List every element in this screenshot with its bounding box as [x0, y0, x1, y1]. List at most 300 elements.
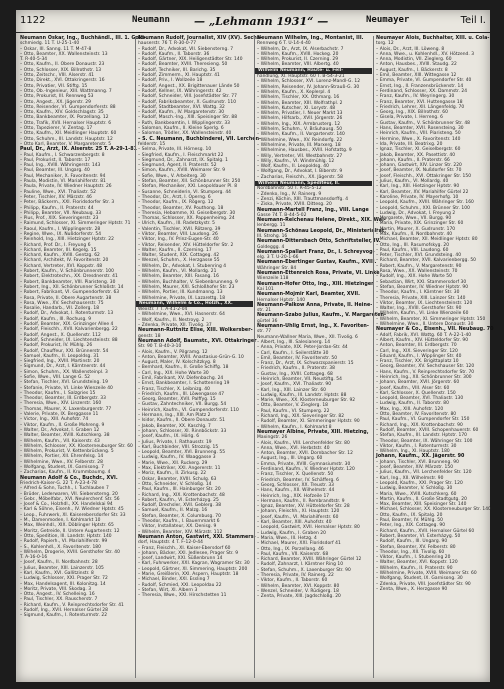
directory-entry: – Rosa, Wwe., XV. Sechshauserstr. 75	[20, 300, 104, 306]
directory-entry: – Karl, Ing., XIII. Lainzer Str. 60	[257, 387, 327, 393]
directory-entry: – Valerie, Private, IX. Berggasse 11	[20, 412, 99, 418]
directory-entry: – Otto, Kaufm., II. Obere Donaustr. 23	[20, 62, 105, 68]
directory-entry: – Walter, Ing., XVIII. Gersthofer Str. 90	[376, 306, 462, 312]
directory-entry: – Otto, Ing., III. Rasumofskyg. 20	[376, 242, 450, 248]
directory-entry: – Otto, Schlosser, XIX. Billrothstr. 13	[20, 67, 102, 73]
directory-entry: – Stefan, Mechaniker, XXI. Leopoldauer Pl. 8	[138, 184, 238, 190]
directory-entry: – Rudolf, Kaufm., III. Rochusg. 9	[20, 316, 92, 322]
directory-entry: – Pauline, Wwe., XVI. Thaliastr. 52	[20, 189, 96, 195]
directory-entry: – Peter, Ing., XIX. Cottageg. 90	[376, 523, 446, 529]
directory-entry: – Otto, Zeitschr., VIII. Alserstr. 41	[20, 73, 95, 79]
directory-entry: Nordbahnstr. 50 T. R-45-5-12	[257, 186, 322, 192]
directory-entry: – Heinrich, Beamter, VII. Neustiftg. 54	[257, 377, 342, 382]
directory-entry: – Otto, Tapezierer, V. Zentag. 17	[20, 126, 93, 132]
directory-entry: – Otto, Trafik, XVII. Hernalser Hauptstr. 6	[20, 120, 112, 126]
directory-entry: – Rudolf, Schneider, VIII. Josefstädter Str. 77	[138, 94, 237, 100]
directory-entry: – Stefan, Beamter, X. Columbusg. 70	[138, 513, 221, 519]
directory-entry: – Karl, Beamter, XV. Mariahilfer Gürtel 22	[376, 189, 469, 195]
directory-entry: – Thomas, Schlosser, XX. Pappenheimg. 24	[138, 216, 235, 222]
directory-entry: – Ferdinand, Kaufm., V. Wiedner Hptstr. 120	[257, 467, 355, 473]
directory-entry: – Jakob, Beamter, XX. Kaschlg. 7	[138, 423, 211, 429]
directory-entry: – Rudolf, Beamter, XVIII. Theresieng. 50	[138, 62, 228, 68]
directory-entry: – Franz, Dr., Arzt, IX. Schwarzspanierstr. 15	[257, 361, 354, 367]
headword-right: Neumayer	[366, 15, 410, 25]
directory-entry: Neumann-Palkow Anna, Private, II. Heine-	[257, 302, 373, 308]
directory-entry: – Johann, Schlosser, XI. Rinnböckstr. 33	[138, 428, 227, 434]
directory-entry: str. 21	[257, 308, 272, 314]
directory-entry: – Anna, Private, XIX. Peter-Jordan-Str. 44	[257, 345, 348, 351]
directory-entry: Gasse 74 T. B-44-5-02	[257, 212, 307, 218]
directory-entry: – Ludwig, Kaufm., II. Taborstr. 80	[376, 401, 449, 407]
directory-entry: – Rudolf, Chauffeur, XXI. Brünnerstr. 54	[20, 348, 109, 354]
directory-entry: – Paul, Tischler, XX. Rauscherstr. 7	[20, 597, 98, 603]
directory-entry: – Theodor, Beamter, IX. Währinger Str. 100	[376, 438, 473, 444]
directory-entry: – Franz, Beamter, XVI. Huttengasse 18	[376, 99, 463, 105]
directory-entry: – Leopold, Kaufm., XXI. Prager Str. 120	[376, 480, 463, 486]
directory-entry: – Wilhelm, Buchhalter, V. Siebenbrunneng. 9	[138, 279, 238, 285]
directory-entry: – Josef, Landwirt, XXI. Süßenbrunn 14	[138, 556, 223, 562]
directory-entry: – Wilhelm, Privatier, I. Neuer Markt 13	[257, 111, 343, 117]
directory-entry: – Wilhelm, Prokurist, II. Czerning. 29	[257, 57, 339, 63]
page-header	[16, 10, 490, 33]
directory-entry: – Viktor, Ing., IV. Prinz-Eugen-Str. 40	[138, 237, 219, 243]
directory-entry: – Julius, Private, I. Rathausstr. 19	[138, 439, 212, 445]
directory-entry: – Richard, Beamter, XVIII. Währinger Gürtel 12	[257, 557, 362, 563]
directory-entry: – Otto, Ing., IX. Porzellang. 46	[257, 546, 324, 552]
directory-entry: – Paul, Kaufm., VIII. Laudong. 60	[376, 247, 449, 253]
directory-entry: – Walter, Beamter, XVI. Koppstr. 120	[376, 560, 458, 566]
directory-entry: – Wilhelm, Beamter, XI. Simmeringer Hptstr. 150	[376, 316, 486, 322]
directory-entry: – Ernst, Ing., II. Franzensbrückenstr. 14	[376, 83, 464, 89]
directory-entry: – Otto, Beamter, XX. Wallensteinstr. 13	[20, 51, 108, 57]
directory-entry: – Stefan, Wirt, XI. Albern 3	[138, 587, 198, 593]
directory-entry: – Maria, Wwe., XVIII. Kutschkerg. 60	[376, 491, 457, 497]
directory-entry: – Rudolf, Angest., X. Quellenstr. 112	[20, 332, 101, 338]
directory-entry: – Otto, Ob.-Ingenieur, XIII. Wattmanng. 7	[20, 88, 112, 94]
directory-entry: – Rudolf, Papierh., VI. Mariahilferstr. 99	[20, 539, 108, 545]
directory-entry: – Otto, Angest., IV. Schelleing. 16	[20, 592, 95, 598]
directory-entry: – Emil, Fabrikant, XV. Diefenbachg. 24	[138, 376, 224, 381]
column-2	[135, 36, 262, 678]
directory-entry: – Max, Kaufm., II. Nordbahnstr. 40	[376, 231, 453, 237]
directory-entry: – Wilhelmine, Private, IX. Lazarettg. 18	[138, 295, 226, 301]
directory-entry: – Rudolf, Angest., XX. Brigittenauer Lände 50	[138, 83, 240, 89]
directory-entry: dorf, Hauptstr. 4 T. F-12-0-44	[138, 540, 203, 546]
directory-entry: Neumann Wilhelm, Ing., Montanist, III.	[257, 36, 364, 41]
directory-entry: – Karl, Kaufm., XVI. Gallitzinstr. 8	[20, 570, 94, 576]
directory-entry: – Philipp, Beamter, VII. Neubaug. 33	[20, 210, 102, 216]
directory-entry: – Robert, Fabrikant, VI. Gumpendorferstr. 63	[20, 290, 120, 296]
directory-entry: – Theresia, Wwe., XXI. Hirschstetten 11	[138, 593, 227, 599]
directory-entry: – Emil, Beamter, IV. Favoritenstr. 50	[257, 355, 338, 361]
directory-entry: Maxingstr. 26	[257, 435, 288, 441]
directory-entry: – Ferdinand, Schlosser, XX. Dammstr. 24	[376, 88, 468, 94]
directory-entry: – Ignaz, Tischler, XI. Geiselbergstr. 60	[376, 147, 461, 153]
directory-entry: – Friedrich, Kaufm., II. Praterstr. 38	[257, 366, 335, 372]
directory-entry: – Theresia, Hebamme, XI. Geiselbergstr. 30	[138, 210, 236, 216]
directory-entry: – Zenta, Wwe., X. Herzgasse 90	[376, 586, 448, 592]
directory-entry: – Josef, Kaufm., VIII. Alser Str. 60	[376, 385, 450, 391]
column-1	[18, 36, 146, 678]
directory-entry: – Hans, Kaufm., XII. Wilhelmstr. 44	[257, 488, 335, 494]
directory-entry: – Theodor, Kaufm., I. Bauernmarkt 6	[138, 519, 220, 525]
directory-entry: – Wilhelm, Schlosser, XVI. Lorenz-Mandl-G. 12	[257, 79, 361, 85]
directory-entry: – Rudolf, Zimmerm., XI. Hauptstr. 41	[138, 73, 220, 79]
directory-entry: – Philipp, Kaufm., II. Praterstr. 44	[20, 205, 94, 211]
directory-entry: – Michael, Binder, XXI. Essling 7	[138, 577, 210, 583]
directory-entry: – Raoul, Kaufm., I. Wipplingerstr. 28	[20, 226, 101, 232]
directory-entry: – Alois, Dr., Arzt, III. Löweng. 8	[376, 46, 445, 52]
directory-entry: – Otto, Bankbeamter, IX. Porzellang. 12	[20, 115, 109, 121]
directory-entry: – Wolfgang, Student, IX. Garnisong. 7	[20, 465, 104, 471]
directory-entry: – Viktor, Reisender, XIV. Hütteldorfer Str. 2	[138, 242, 234, 248]
directory-entry: – Otto, Privatier, VII. Stiftg. 15	[20, 83, 88, 89]
directory-entry: – Stefan, Tischler, XVI. Grundsteing. 19	[20, 380, 108, 386]
directory-entry: – Marie, Wwe., XX. Klosterneuburger Str. 92	[257, 398, 356, 404]
directory-entry: – Paula, Modistin, VI. Mariahilferstr. 81	[20, 179, 106, 185]
directory-entry: – Wilhelm, Maurer, XXI. Schloßhofer Str. 23	[138, 284, 235, 290]
directory-entry: – Martin, Maurer, X. Gudrunstr. 170	[376, 226, 456, 232]
directory-entry: – Leopold, Schuhm., XXI. Brünner Str. 100	[376, 205, 470, 211]
directory-entry: – Selma, Private, III. Hörnesg. 10	[138, 147, 212, 153]
directory-entry: – Hans, Kaufm., V. Reinprechtsdorfer Str. 70	[376, 369, 475, 375]
directory-entry: – Martin, Kaufm., II. Große Stadtgutg. 20	[376, 496, 467, 502]
directory-entry: – Richard, Kaufm., XVII. Hernalser Gürtel 60	[376, 528, 475, 534]
directory-entry: Kai 101	[257, 286, 274, 292]
directory-entry: – Richard, Ing., XIX. Krottenbachstr. 90	[376, 422, 463, 428]
directory-entry: – Rudolf, Fabriksbeamter, X. Gudrunstr. 110	[138, 99, 237, 105]
directory-entry: – Rosalie, Handarb., VII. Zollerg. 18	[20, 306, 100, 312]
directory-entry: Neumann-Schönau Leopold, Dr., Ministerialrat,	[257, 228, 387, 234]
directory-entry: – Viktor, Beamter, VIII. Laudong. 26	[138, 231, 218, 237]
page-number: 1122	[20, 15, 46, 26]
directory-entry: – Wilhelm, Beamter, VIII. Albertg. 40	[257, 62, 339, 68]
directory-entry: – Siegmund, Dr., Zahnarzt, IX. Spitalg. 1	[138, 157, 228, 163]
directory-entry: – Stefan, Beamter, XII. Schönbrunner Str. 250	[138, 179, 241, 185]
directory-entry: – Wilhelm, Ing., XIX. Armbrusterg. 12	[257, 121, 341, 127]
directory-entry: – Stefan, Kaufm., III. Landstr. Hptstr. 170	[376, 433, 468, 439]
directory-entry: – Albert, Kaufm., XIV. Hütteldorfer Str. 90	[376, 337, 469, 343]
directory-entry: – Sigmund, Kaufm., I. Rotenturmstr. 22	[20, 613, 108, 619]
directory-entry: – Zdenko, Ing., IV. Rainerg. 9	[257, 191, 322, 197]
directory-entry: – Sigmund, Dr., Arzt, I. Kärntnerstr. 44	[20, 364, 106, 370]
directory-entry: – Theodor, Beamter, III. Erdbergstr. 33	[20, 396, 106, 402]
directory-entry: hauserstr. 76 T. R-30-0-77	[138, 41, 197, 47]
directory-entry: – Ludwig, Kaufm., I. Graben 20	[257, 530, 326, 536]
directory-entry: – Richard, Ing., XIX. Sieveringer Str. 82	[257, 414, 345, 420]
directory-entry: – Paul, Prokurist, II. Taborstr. 17	[20, 157, 91, 163]
directory-entry: – Otto, Beamter, IV. Favoritenstr. 80	[376, 412, 457, 418]
directory-entry: – Theodor, Ing., XII. Tivolig. 60	[376, 549, 445, 555]
directory-entry: – Oskar, Beamter, XVIII. Schulg. 63	[138, 476, 217, 482]
directory-entry: – Victor, Ing., XIII. Auhofstr. 74	[20, 417, 89, 423]
directory-entry: – Otto, Kaufm., IX. Spitalg. 20	[376, 512, 443, 518]
directory-entry: – Julius, Kaufm., VI. Mollardg. 40	[376, 179, 449, 185]
directory-entry: – Emma, Private, VI. Gumpendorfer Str. 40	[376, 78, 472, 84]
directory-entry: Neumann-Uhlig Ernst, Ing., X. Favoriten-	[257, 324, 369, 330]
directory-entry: – Leopold, Beamter, XVI. Brunneng. 55	[138, 450, 226, 456]
directory-entry: – Ignaz, Beamter, XV. Hütteldorfer Str. 28	[257, 504, 350, 510]
directory-entry: – Pius, Prof., XIX. Sieveringerstr. 23	[20, 216, 99, 222]
directory-entry: – Simon, Schuhm., XX. Wallensteinpl. 3	[20, 369, 108, 375]
directory-entry: – Karl, Ing., XIII. Hietzinger Hptstr. 90	[376, 184, 460, 190]
directory-entry: – Emil, Beamter, XIII. Wittegasse 12	[376, 73, 457, 79]
directory-entry: – Josef, Fleischh., XVI. Ottakringer Str. 150	[376, 173, 472, 179]
directory-entry: – Anna, Wwe., XVI. Herbststr. 40	[257, 445, 330, 451]
directory-entry: – Viktor, Kaufm., I. Stubenring 20	[376, 555, 451, 561]
directory-entry: – Moritz, Getreide, II. Untere Augartenstr. 12	[20, 528, 120, 534]
directory-entry: – Wenzel, Schneider, V. Rüdigerg. 18	[257, 588, 339, 594]
directory-entry: – Karl & Söhne, Eisenh., IV. Wiedner Hptstr. 45	[20, 507, 124, 513]
directory-entry: – Rudolf, Ing., XVII. Hernalser Gürtel 28	[20, 608, 108, 614]
directory-entry: – Karl, Fuhrwerker, XXI. Kagran, Wagramer Str. 30	[138, 561, 250, 567]
directory-entry: – Robert, Kaufm., V. Margaretenstr. 90	[376, 263, 462, 269]
directory-entry: Neumann Adolf & Co., Buchdr., XVI.	[20, 475, 118, 481]
directory-entry: – Leopold, Gastwirt, XVII. Hernalser Hptstr. 80	[257, 525, 360, 531]
directory-entry: – Paul, Beamter, III. Ungarg. 40	[20, 168, 90, 174]
directory-entry: – Josef, Kaufm., II. Nordbahnstr. 28	[20, 560, 98, 566]
directory-entry: Neumayer & Co., Eisenh., VII. Neubaug. 70	[376, 327, 494, 333]
directory-entry: – Rudolf, Masch.-Ing., XIII. Speisinger Str. 88	[138, 115, 238, 121]
directory-entry: – Walter, Kaufm., II. Czerning. 17	[138, 247, 212, 253]
directory-entry: – Wilhelm, Kaufm., VI. Mollardg. 21	[138, 269, 217, 275]
part-label: Teil I.	[460, 15, 486, 26]
directory-entry: – Paul, Kaufm., VII. Kaiserstr. 68	[257, 551, 329, 557]
directory-entry: – Wilhelm, Portier, III. Kundmanng. 13	[138, 290, 223, 296]
directory-entry: – Eduard, Kaufm., I. Wipplinger Str. 40	[376, 353, 462, 359]
directory-entry: – Peter, Tischler, XVI. Grundsteing. 40	[376, 253, 462, 259]
directory-entry: – Georg, Ing., XIX. Billrothstr. 60	[376, 110, 448, 116]
directory-entry: Neumann-Dittersbach Otto, Schriftsteller, IV.	[257, 239, 381, 245]
directory-entry: – Georg, Schlosser, XX. Treustr. 33	[257, 482, 335, 488]
directory-entry: – Franz, Tischler, X. Leibnizg. 40	[138, 386, 210, 392]
directory-entry: – Ruth, Bankbeamtin, I. Wipplingerstr. 33	[138, 120, 231, 126]
directory-entry: – Franz, Tischler, X. Quellenstr. 50	[257, 472, 334, 478]
directory-entry: – Viktor, Kaufm., II. Große Mohreng. 9	[20, 422, 105, 428]
directory-entry: – Franz, Tischler, XX. Brigittaplatz 10	[376, 359, 459, 365]
directory-entry: Neumann-Ruttnitz Elise, XIII. Wolkersber-	[138, 328, 253, 334]
directory-entry: – Rudolf, Schmied, XXI. Leopoldau 22	[138, 582, 222, 588]
directory-entry: – Georg, Beamter, XVII. Palffyg. 15	[138, 397, 216, 403]
directory-entry: – Otto, Kaufm., XIV. Goldschlagstr. 35	[20, 110, 104, 116]
directory-entry: – Rosa, Private, II. Obere Augartenstr. 38	[20, 295, 112, 301]
directory-entry: – Georg, Beamter, XV. Sechshauser Str. 120	[376, 364, 475, 370]
directory-entry: – Hermann, Ing., XIII. Am Platz 2	[138, 413, 211, 419]
directory-entry: – Otto, Beamter, V. Zieglerg. 18	[257, 403, 329, 409]
directory-entry: – Rudolf, Techniker, III. Barichg. 35	[138, 67, 216, 73]
directory-entry: Neumann-Mojmir Karl, Beamter, XVII.	[257, 292, 360, 298]
directory-entry: – Richard, Architekt, IV. Favoritenstr. 20	[20, 258, 109, 264]
directory-entry: – Richard, Beamter, III. Kegelg. 15	[20, 247, 97, 253]
directory-entry: – Alois, Kaufm., V. Pilgramg. 12	[138, 349, 208, 355]
directory-entry: – Zdenka, Private, XII. Tivolig. 37	[138, 323, 212, 329]
directory-entry: – Zacharias, Kaufm., II. Krummbaumg. 4	[20, 470, 111, 476]
directory-entry: – Paul, Kaufm., I. Schwarzenbergstr. 8	[20, 152, 105, 158]
directory-entry: – Franz, Fleischh., XI. Kaiser-Ebersdorf 60	[138, 545, 231, 551]
directory-entry: – Wilhelm, Kaufm., X. Keplerpl. 4	[257, 89, 331, 95]
directory-entry: – Ernst, Bankbeamter, I. Schottenring 19	[138, 381, 230, 387]
directory-entry: – Robert, Kaufm., V. Schönbrunnerstr. 100	[20, 269, 114, 275]
directory-entry: – Ludwig, Beamter, V. Schloßg. 30	[376, 486, 453, 492]
directory-entry: Paul, Dr., Arzt, IX. Alserstr. 25 T. A-29-1-81	[20, 147, 137, 153]
directory-entry: – M., Damenmoden, I. Kohlmarkt 10	[20, 518, 101, 524]
directory-entry: – Leopold, Kaufm., XVIII. Währinger Str. 160	[376, 200, 474, 206]
directory-entry: – Julius, Kaufm., VII. Lerchenfelder Str. 120	[376, 470, 472, 476]
directory-entry: – Viktor, Beamter, IX. Liechtensteinstr. 120	[376, 300, 473, 306]
directory-entry: – Wilhelm, Beamter, XVI. Koppstr. 80	[257, 583, 340, 589]
directory-entry: – Wolfgang, Student, IX. Garnisong. 30	[376, 576, 463, 582]
directory-entry: – Sofie, Wwe., V. Arbeiterg. 30	[138, 173, 206, 179]
directory-entry: Neumann-Wallner Maria, Wwe., XII. Tivolig. 6	[257, 334, 358, 340]
directory-entry: – Thomas, Maurer, X. Laxenburgerstr. 77	[20, 406, 112, 412]
directory-entry: Wilhelm Neumann, Spediteur, II.	[255, 181, 372, 186]
directory-entry: – Karoline, Private, IV. Mayerhofg. 10	[376, 194, 459, 200]
directory-entry: – Josef, Kaufm., XVI. Thaliastr. 90	[257, 382, 332, 388]
directory-entry: – Max, Weinhdl., XIX. Döblinger Hptstr. 65	[20, 523, 114, 529]
directory-entry: Goldeggg. 4	[257, 244, 285, 250]
directory-entry: – Wilhelm, Hilfsarb., XVII. Jörgerstr. 26	[257, 116, 343, 122]
directory-entry: – Wilhelm, Portier, XII. Ehrenfelsg. 14	[20, 454, 104, 460]
directory-entry: – Paul, Kaufm., VI. Stumperg. 22	[257, 408, 330, 414]
directory-entry: – Peter, Tischler, XV. Märzstr. 46	[20, 194, 92, 200]
directory-entry: – Heinrich, Kaufm., VIII. Piaristeng. 50	[376, 131, 461, 137]
directory-entry: – Johann, Kaufm., II. Praterstr. 66	[376, 157, 450, 163]
directory-entry: – Max, Beamter, XIII. Speisinger Str. 140	[376, 502, 467, 508]
directory-entry: – Theresia, Wwe., XIV. Linzerstr. 160	[20, 401, 102, 407]
directory-entry: – Wilhelm, Kaufm., II. Praterstr. 90	[376, 565, 453, 571]
directory-entry: – Karl, Schlosser, X. Quellenstr. 150	[376, 390, 456, 396]
directory-entry: – Wilhelmine, Private, XVIII. Weimarer Str. 60	[376, 570, 477, 576]
directory-entry: – Paul, Ing., XVIII. Währingerstr. 143	[20, 163, 101, 169]
directory-entry: – Rudolf, Zahnarzt, I. Kärntner Ring 10	[257, 562, 344, 568]
directory-entry: – Wilhelm, Dr., Arzt, IX. Alserbachstr. 7	[257, 46, 344, 52]
directory-entry: – Rudolf, Stadtbeamter, XVI. Wattg. 32	[138, 104, 225, 110]
directory-entry: – Reinhold, Ing., XIII. Hietzinger Hptstr. 22	[20, 237, 114, 243]
directory-entry: – Heinrich, Kaufm., VI. Gumpendorferstr. 110	[138, 407, 239, 413]
directory-entry: – Rudolf, Kaufm., III. Ungarg. 90	[376, 539, 448, 545]
directory-entry: – Rudolf, Kellner, IX. Währingerstr. 42	[138, 88, 222, 94]
directory-entry: – Sebastian, Wirt, XXI. Stammersdorf 30	[376, 279, 467, 285]
directory-entry: – Rudolf, Drechsler, XVII. Geblerg. 38	[138, 503, 222, 509]
directory-entry: – Siegfried, Ing., XVIII. Martinstr. 20	[20, 359, 100, 365]
directory-entry: – Stefan, Schuhm., X. Laxenburger Str. 90	[257, 567, 351, 573]
directory-entry: – Gebr., Möbelfabr., XVI. Neulerchenf. Str. 56	[20, 496, 120, 502]
directory-entry: – Peter, Bäckerm., XXI. Floridsdorfer Str. 3	[20, 200, 115, 206]
directory-entry: – Theodor, Dr., Arzt, I. Operng. 6	[138, 194, 211, 200]
directory-entry: – Rudolf, Beamter, XI. Simmeringer Hptstr. 90	[257, 419, 360, 425]
directory-entry: – Robert, Beamter, VI. Esterházyg. 50	[376, 533, 461, 539]
directory-entry: – Adolf, Fabrik, XVI. Wattg. 60 T. A-22-1-40	[376, 332, 472, 338]
directory-entry: – Oskar, III. Sanng. 11 T. M-47-8	[20, 46, 92, 52]
directory-entry: – Valentin, Tischler, XVII. Rötzerg. 39	[138, 226, 221, 232]
directory-entry: – S. C. Neumann, Buchbinderei, VII. Lerchen-	[138, 136, 262, 142]
directory-entry: – Rudolf, Ing., XIX. Hohe Warte 50	[376, 274, 452, 280]
directory-entry: – Hans, Beamter, XVII. Rosensteing. 30	[376, 126, 464, 132]
directory-entry: – Johann, Bäcker, XXI. Jedlesee, Prager Str. 9	[138, 550, 239, 556]
directory-entry: – Maria, Private, XIX. Grinzinger Str. 60	[376, 221, 464, 227]
directory-entry: – Wilhelm, Kaufm., VI. Linke Wienzeile 60	[376, 311, 469, 317]
directory-entry: – Viktor, Installateur, XX. Denisg. 9	[138, 524, 217, 530]
directory-entry: – Samuel, Kaufm., II. Leopoldsg. 31	[20, 353, 99, 359]
directory-entry: felderstr. 15	[138, 141, 166, 147]
headword-left: Neumann	[132, 15, 170, 25]
directory-entry: – Leopold, Beamter, XVI. Thaliastr. 130	[376, 396, 464, 402]
directory-entry: – Rudolf, Kaufm., II. Taborstr. 36	[138, 51, 210, 57]
directory-entry: – August, Ing., III. Ungarg. 60	[257, 456, 323, 462]
directory-entry: Neumann Anton, Gastwirt, XXI. Stammers-	[138, 534, 256, 540]
directory-entry: – Hermine, Wwe., X. Favoritenstr. 140	[376, 136, 461, 142]
directory-entry: – Robert, Ing., XII. Schönbrunner Schloßstr. 14	[20, 284, 124, 290]
directory-entry: Wilhelm Neumann, Häute- u. Fell-	[255, 68, 372, 73]
directory-entry: – Otto, Spedition, III. Landstr. Hptstr. 140	[20, 533, 112, 539]
directory-entry: – Leop., Fuhrwerk, XI. Kaiserebersdorfer Str. 33	[20, 512, 126, 518]
directory-entry: Neumann-Martell Franz, Ing., VIII. Lange	[257, 207, 369, 213]
directory-entry: Johann, Kaufm., XX. Jägerstr. 90	[376, 454, 465, 460]
directory-entry: – Wilhelm, Reisender, IV. Johann-Strauß-G. 30	[257, 84, 360, 90]
directory-entry: – Robert, Kaufm., VI. Esterházyg. 25	[138, 497, 219, 503]
directory-entry: – Bernhard, Kaufm., II. Große Schiffg. 18	[138, 365, 229, 371]
directory-entry: Neumann-Ebertinger Gustav, Kaufm., XVIII.	[257, 260, 377, 266]
directory-entry: Neumann Rudolf, Journalist, XIV (XV). Sechs-	[138, 36, 262, 41]
directory-entry: – Regine, Wwe., IX. Nußdorferstr. 54	[20, 231, 102, 237]
directory-entry: – S., Kohlenhdl., X. Favoritenstr. 180	[20, 544, 101, 550]
directory-entry: – Zenzi, Köchin, XIII. Trauttmansdorffg. 4	[257, 196, 349, 202]
directory-entry: III. Strohg. 16	[257, 233, 288, 239]
directory-entry: Friedrich-Kaiser-G. 22 T. A-23-4-78	[20, 480, 97, 486]
directory-entry: – Wilhelm, Kaufm., VII. Kaiserstr. 43	[20, 438, 100, 444]
directory-entry: T. R-40-5-34	[20, 57, 48, 63]
directory-entry: – Anton, Beamter, XVII. Dornbacher Str. 12	[257, 451, 353, 457]
directory-entry: str. 77	[257, 329, 272, 335]
directory-entry: – Zenta, Private, XIII. Jagdschloßg. 20	[257, 594, 341, 600]
directory-entry: – Rudolf, Priv., I. Wollzeile 18	[138, 78, 203, 84]
directory-entry: – Paul, Beamter, IV. Mühlg. 50	[376, 518, 443, 524]
directory-entry: – Friedrich, Beamter, IV. Schäfferg. 6	[257, 477, 340, 483]
directory-entry: – Maria, Wwe., III. Hetzg. 4	[257, 535, 317, 541]
directory-entry: – Max, Handelsagent, III. Kolonitzg. 14	[20, 581, 106, 587]
column-4	[373, 36, 494, 678]
directory-entry: gürtel 36	[257, 318, 278, 324]
directory-entry: – Otto, Kaufm., XII. Meidlinger Hauptstr. 60	[20, 131, 117, 137]
directory-entry: – Josef, Kaufm., IX. Hörlg. 6	[138, 434, 200, 440]
directory-entry: – Carl, Ing., XIX. Sieveringer Str. 120	[376, 348, 458, 354]
directory-entry: – Ziska, Private, XVIII. Dittesg. 20	[257, 202, 332, 208]
directory-entry: Wienzeile 118	[257, 276, 289, 282]
directory-entry: – Wolf, Kaufm., II. Leopoldsg. 40	[257, 164, 329, 170]
directory-entry: Neumann-Spallart Franz, Dr., I. Schreyvog-	[257, 249, 375, 255]
directory-entry: – Carl, Ing., XIX. Hohe Warte 30	[138, 370, 209, 376]
directory-entry: – Zdenka, Private, VIII. Josefstädter Str. 90	[376, 581, 471, 587]
directory-entry: – Wilhelm, Tischler, XX. Othmarg. 16	[257, 95, 340, 101]
directory-entry: – August, Kaufm., I. Bäckerstr. 8	[376, 67, 448, 73]
directory-entry: Währinger Str. 84	[257, 265, 297, 271]
directory-entry: – Moritz, Private, VIII. Skodag. 3	[20, 586, 92, 592]
directory-entry: – Max, Elektriker, XXI. Angererstr. 11	[138, 466, 221, 472]
directory-entry: – Wilhelmine, Wwe., XVI. Hasnerstr. 64	[138, 312, 225, 318]
directory-entry: T. A-16-0-16	[20, 555, 48, 561]
directory-entry: – Theresia, Private, IV. Rainerg. 22	[257, 572, 334, 578]
directory-entry: – Marie, Wwe., XII. Ruckerg. 29	[138, 460, 208, 466]
directory-entry: – Stefan, Beamter, XV. Felberstr. 80	[376, 544, 456, 550]
directory-entry: – Willy, Kaufm., VI. Windmühlg. 12	[257, 158, 335, 164]
directory-entry: – Josef, Beamter, XIV. Märzstr. 150	[376, 465, 454, 471]
directory-entry: – Richard, Kaufm., XVIII. Gentzg. 62	[20, 253, 100, 259]
directory-entry: – Wilhelm, Ing., XI. Hauptstr. 180	[376, 449, 450, 455]
directory-entry: – Richard, Beamter, XVII. Kalvarienbergg. 50	[376, 258, 477, 264]
directory-entry: – Margarete, Wwe., VII. Burgg. 90	[376, 216, 452, 222]
directory-page	[16, 10, 494, 682]
directory-entry: schmiedg. 11 T. U-25-1-40	[20, 41, 80, 47]
